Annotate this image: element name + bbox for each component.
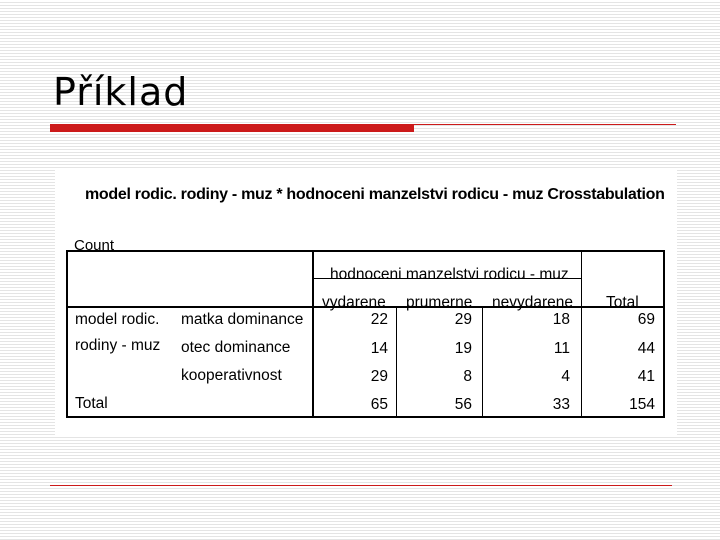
table-cell: 29	[454, 311, 472, 328]
title-accent-bar	[50, 124, 414, 132]
row-label: kooperativnost	[181, 367, 282, 384]
table-cell-total: 56	[454, 396, 472, 413]
title-divider-line	[414, 124, 676, 125]
table-cell: 4	[561, 368, 570, 385]
slide-title: Příklad	[53, 70, 189, 114]
column-header-total: Total	[606, 294, 639, 311]
crosstab-title: model rodic. rodiny - muz * hodnoceni manzelstvi rodicu - muz Crosstabulation	[85, 186, 665, 203]
table-cell-total: 65	[370, 396, 388, 413]
column-group-header: hodnoceni manzelstvi rodicu - muz	[330, 266, 569, 283]
column-header-nevydarene: nevydarene	[492, 294, 574, 311]
table-cell-total: 69	[637, 311, 655, 328]
grand-total: 154	[629, 396, 655, 413]
table-cell: 8	[463, 368, 472, 385]
crosstab-caption: Count	[74, 237, 115, 254]
column-header-prumerne: prumerne	[406, 294, 473, 311]
table-cell: 22	[370, 311, 388, 328]
table-cell: 14	[370, 340, 388, 357]
row-label: otec dominance	[181, 339, 291, 356]
row-group-label-line2: rodiny - muz	[75, 337, 161, 354]
total-row-label: Total	[75, 395, 108, 412]
table-cell-total: 44	[637, 340, 655, 357]
table-cell: 11	[553, 340, 570, 357]
table-cell-total: 41	[637, 368, 655, 385]
table-cell: 29	[370, 368, 388, 385]
row-group-label-line1: model rodic.	[75, 311, 160, 328]
column-header-vydarene: vydarene	[322, 294, 386, 311]
crosstab-table	[66, 250, 665, 418]
table-cell: 18	[552, 311, 570, 328]
footer-divider-line	[50, 485, 672, 486]
row-label: matka dominance	[181, 311, 304, 328]
table-cell: 19	[454, 340, 472, 357]
table-cell-total: 33	[552, 396, 570, 413]
crosstab-figure	[55, 168, 677, 436]
